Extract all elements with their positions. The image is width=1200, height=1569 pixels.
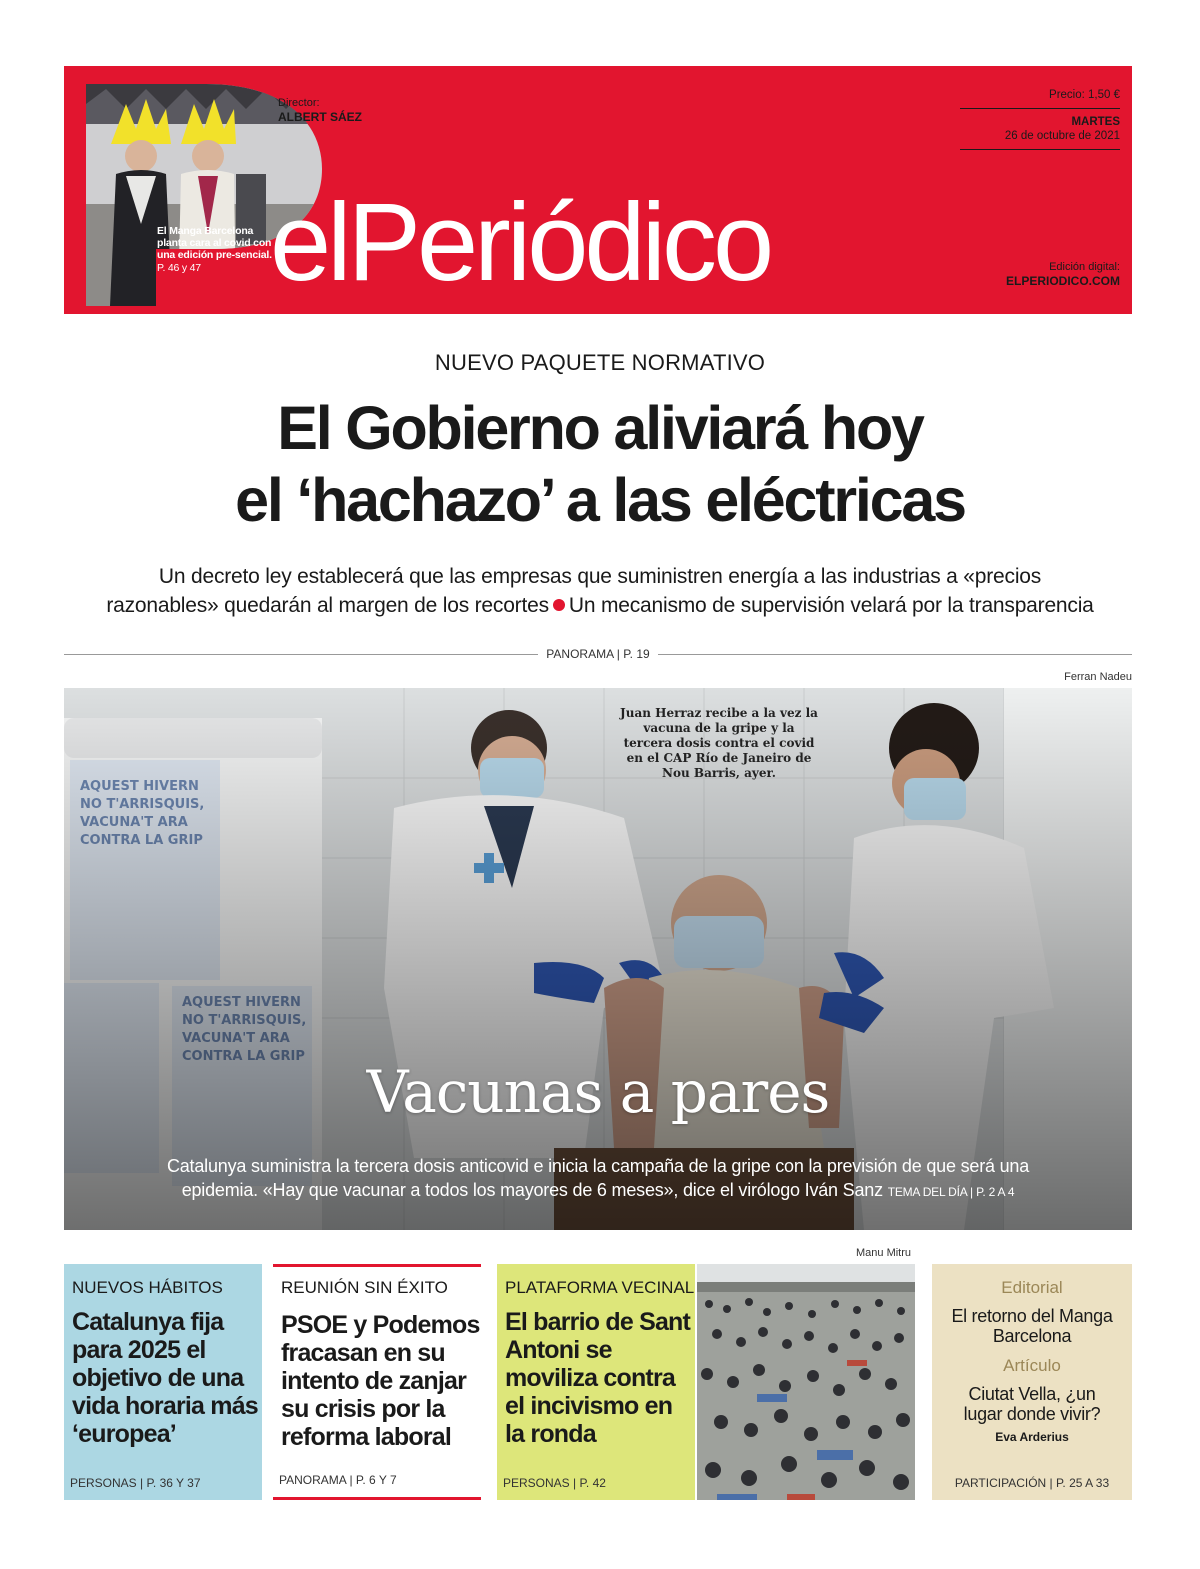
- sant-antoni-photo-credit: Manu Mitru: [856, 1247, 912, 1259]
- weekday: MARTES: [1071, 116, 1120, 128]
- main-photo-subtitle: [94, 1154, 1102, 1204]
- article-title[interactable]: Ciutat Vella, ¿un lugar donde vivir?: [963, 1384, 1101, 1424]
- masthead: [64, 66, 1132, 314]
- module-kicker: REUNIÓN SIN ÉXITO: [281, 1278, 448, 1297]
- date-divider: [960, 149, 1120, 150]
- main-photo-title[interactable]: Vacunas a pares: [366, 1058, 830, 1126]
- director-label: Director:: [278, 97, 320, 109]
- price: Precio: 1,50 €: [1049, 89, 1120, 101]
- manga-caption-text: El Manga Barcelona planta cara al covid con una edición pre-sencial.: [157, 225, 272, 262]
- module-reference: PANORAMA | P. 6 Y 7: [279, 1473, 397, 1487]
- module-opinion[interactable]: [932, 1264, 1132, 1500]
- main-photo-subtitle-line-1: Catalunya suministra la tercera dosis anticovid e inicia la campaña de la gripe con la previsión de que será una: [166, 1156, 1030, 1176]
- main-photo-credit: Ferran Nadeu: [1064, 671, 1132, 683]
- module-reunion-sin-exito[interactable]: [273, 1264, 481, 1500]
- module-reference: PARTICIPACIÓN | P. 25 A 33: [954, 1476, 1110, 1490]
- bullet-dot-icon: [553, 599, 565, 611]
- article-author: Eva Arderius: [995, 1430, 1069, 1444]
- module-plataforma-vecinal[interactable]: [497, 1264, 695, 1500]
- lead-subhead-part-b: Un mecanismo de supervisión velará por la transparencia: [568, 594, 1094, 617]
- main-photo-subtitle-line-2: [94, 1178, 1102, 1204]
- main-photo-reference[interactable]: TEMA DEL DÍA | P. 2 A 4: [887, 1185, 1015, 1199]
- main-photo-subtitle-line-2-text: epidemia. «Hay que vacunar a todos los mayores de 6 meses», dice el virólogo Iván Sanz: [181, 1180, 883, 1200]
- editorial-label: Editorial: [1001, 1278, 1063, 1297]
- director-credit: [278, 96, 362, 124]
- module-headline: PSOE y Podemos fracasan en su intento de zanjar su crisis por la reforma laboral: [281, 1311, 480, 1451]
- module-nuevos-habitos[interactable]: [64, 1264, 262, 1500]
- price-date-box: [960, 88, 1120, 156]
- sant-antoni-photo-art: [697, 1264, 915, 1500]
- manga-photo-caption: [157, 225, 275, 274]
- article-label: Artículo: [1003, 1356, 1061, 1375]
- module-reference: PERSONAS | P. 42: [503, 1476, 606, 1490]
- lead-reference-text[interactable]: PANORAMA | P. 19: [538, 647, 657, 661]
- manga-caption-pages: P. 46 y 47: [157, 261, 201, 274]
- digital-label: Edición digital:: [1049, 261, 1120, 273]
- module-headline: El barrio de Sant Antoni se moviliza contra el incivismo en la ronda: [505, 1308, 691, 1448]
- digital-url-link[interactable]: ELPERIODICO.COM: [1005, 274, 1120, 288]
- price-divider: [960, 108, 1120, 109]
- lead-headline-line-2: el ‘hachazo’ a las eléctricas: [235, 466, 965, 534]
- newspaper-logo[interactable]: elPeriódico: [270, 181, 771, 304]
- lead-subhead-line-2: [50, 591, 1150, 620]
- lead-reference: [64, 646, 1132, 662]
- main-photo[interactable]: [64, 688, 1132, 1230]
- lead-subhead: [50, 562, 1150, 620]
- lead-subhead-part-a: razonables» quedarán al margen de los recortes: [106, 594, 549, 617]
- issue-date: 26 de octubre de 2021: [1004, 130, 1120, 142]
- digital-edition: [1006, 260, 1120, 289]
- editorial-title[interactable]: El retorno del Manga Barcelona: [951, 1306, 1113, 1346]
- director-name: ALBERT SÁEZ: [278, 110, 362, 124]
- lead-headline-line-1: El Gobierno aliviará hoy: [277, 394, 923, 462]
- vaccination-photo-art: [64, 688, 1132, 1230]
- lead-subhead-line-1: Un decreto ley establecerá que las empresas que suministren energía a las industrias a «precios: [158, 565, 1042, 588]
- lead-kicker: NUEVO PAQUETE NORMATIVO: [434, 350, 766, 375]
- module-kicker: NUEVOS HÁBITOS: [72, 1278, 223, 1297]
- sant-antoni-photo[interactable]: [697, 1264, 915, 1500]
- lead-reference-row: [64, 646, 1132, 662]
- module-reference: PERSONAS | P. 36 Y 37: [70, 1476, 201, 1490]
- module-kicker: PLATAFORMA VECINAL: [505, 1278, 695, 1297]
- module-headline: Catalunya fija para 2025 el objetivo de una vida horaria más ‘europea’: [72, 1308, 258, 1448]
- lead-headline[interactable]: [0, 392, 1200, 536]
- main-photo-caption: Juan Herraz recibe a la vez la vacuna de la gripe y la tercera dosis contra el covid en el CAP Río de Janeiro de Nou Barris, ayer.: [620, 706, 818, 780]
